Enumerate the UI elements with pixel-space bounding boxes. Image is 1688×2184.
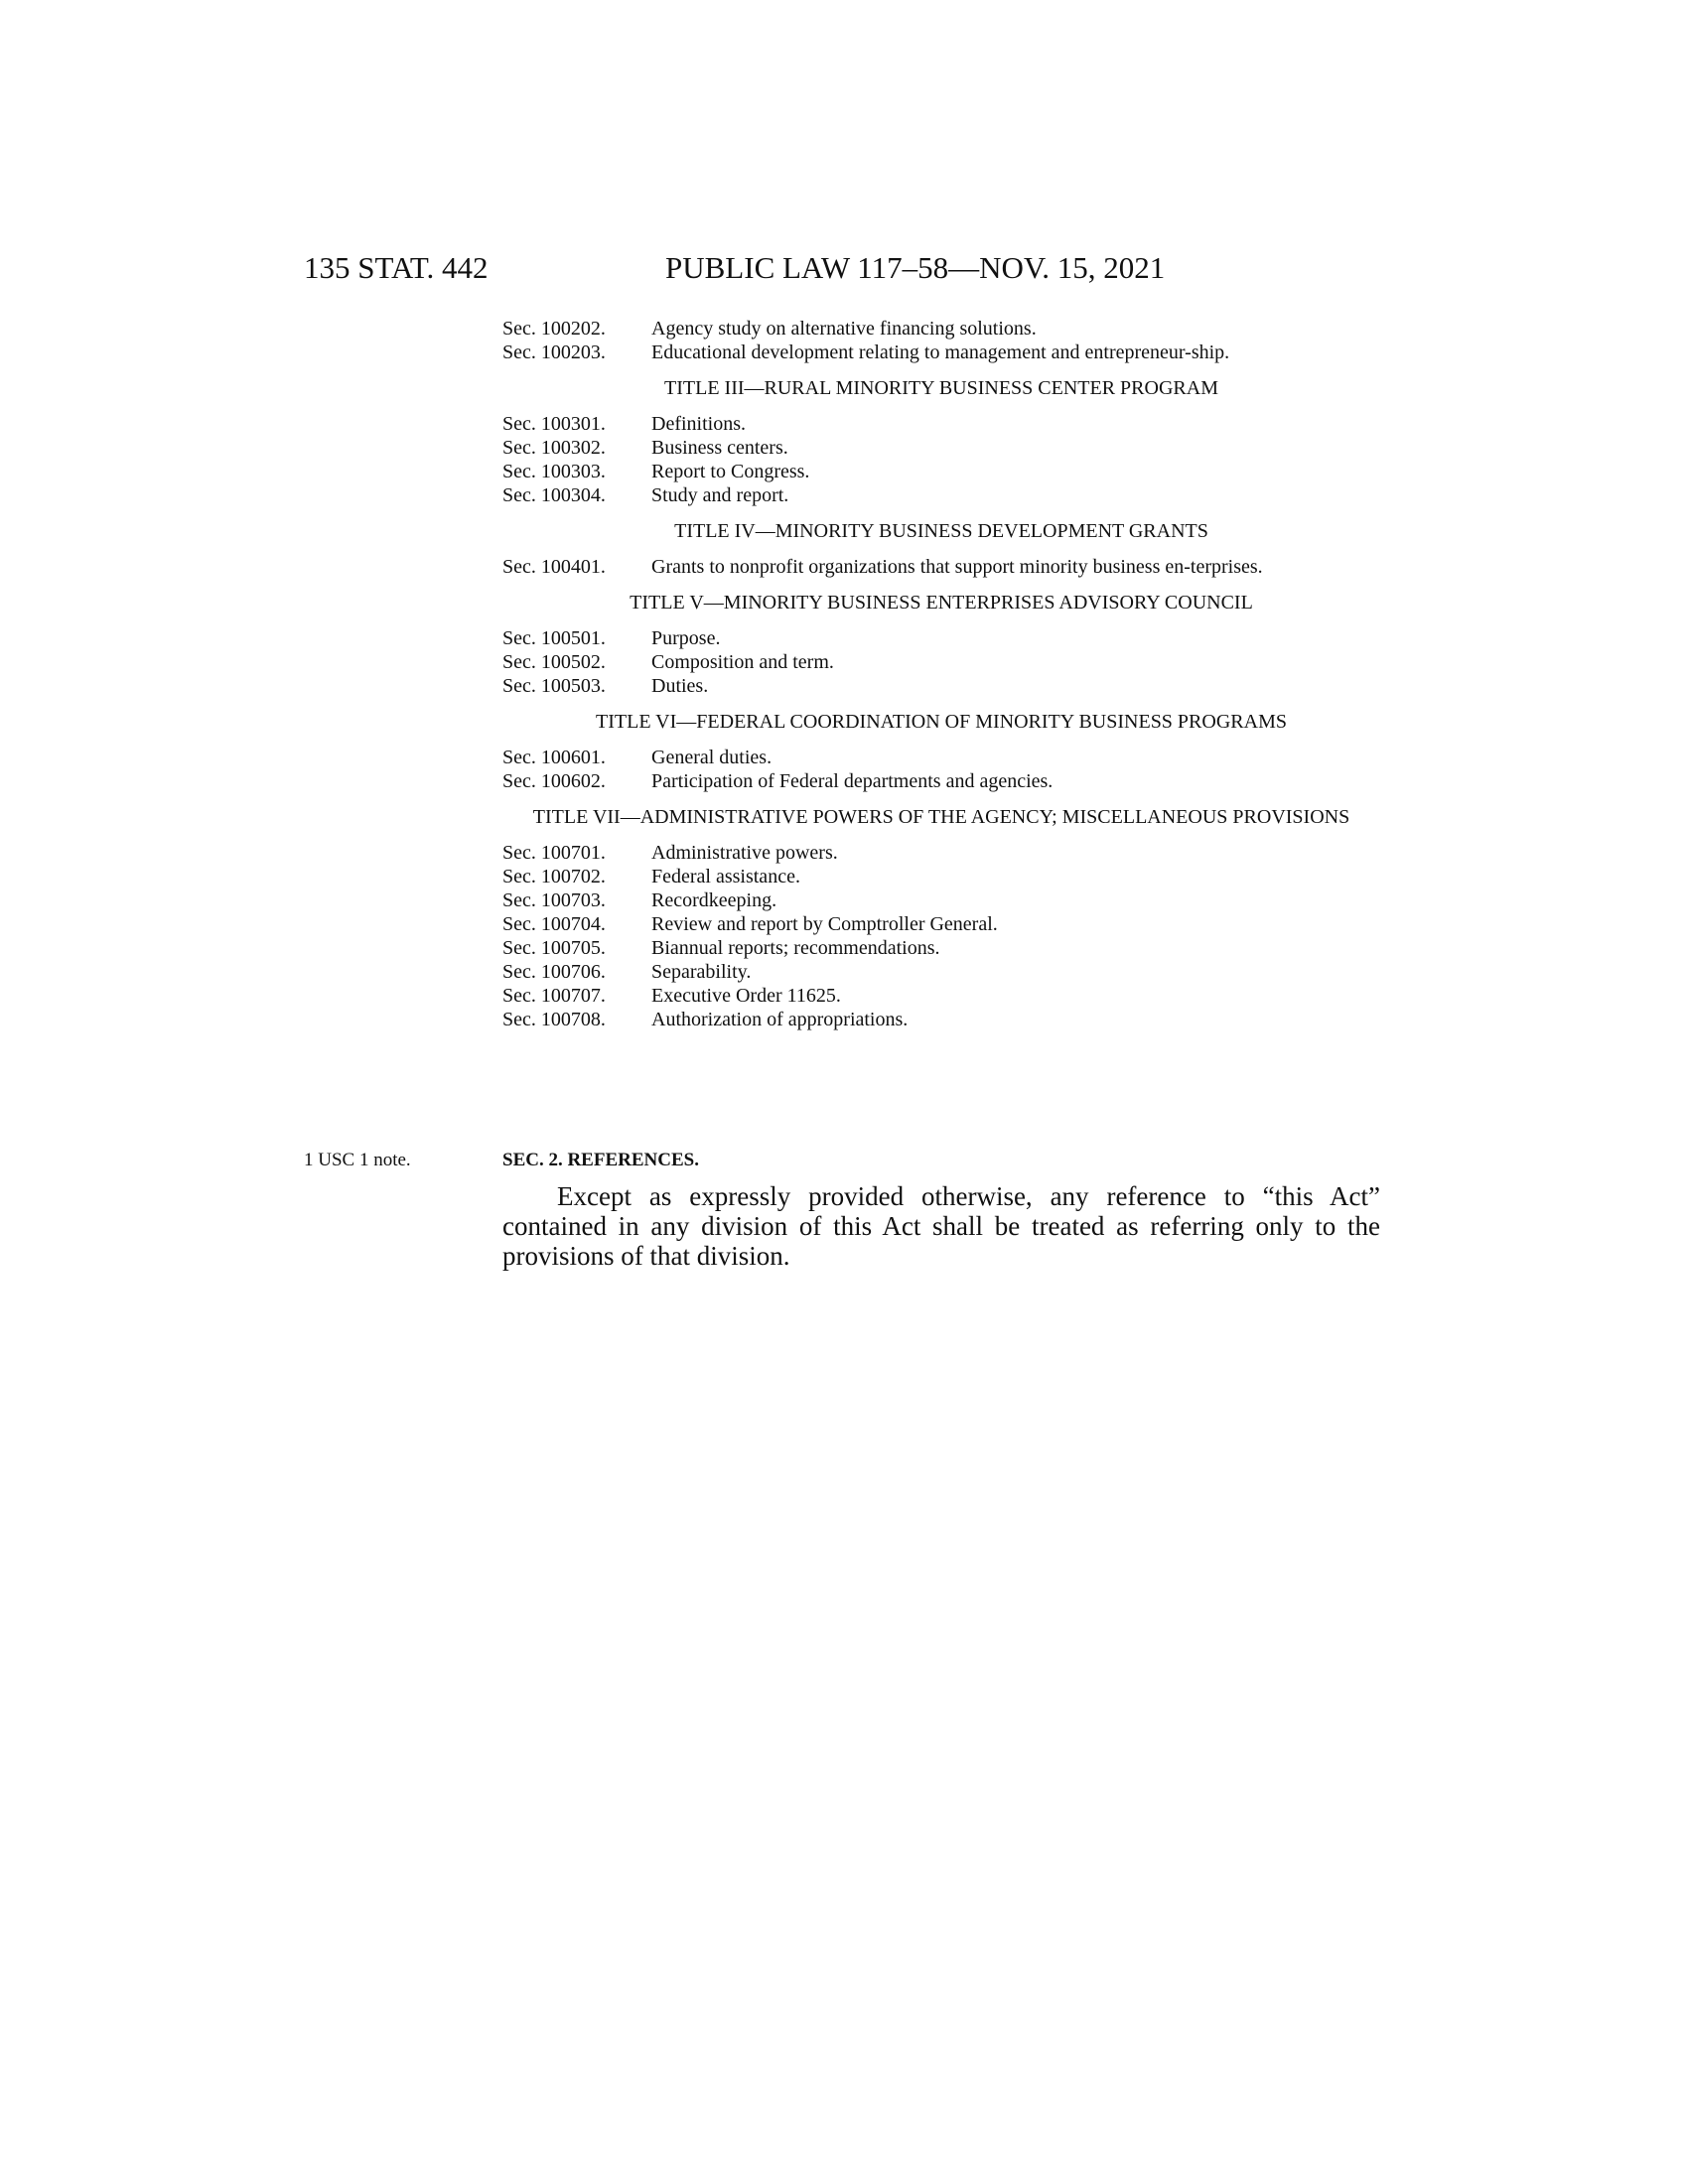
toc-entry — [502, 460, 1380, 483]
section-title: Composition and term. — [651, 651, 834, 673]
section-number: Sec. 100704. — [502, 913, 606, 935]
toc-entry — [502, 650, 1380, 674]
section-body-text: Except as expressly provided otherwise, any reference to “this Act” contained in any division of this Act shall be treated as referring only to the provisions of that division. — [502, 1181, 1380, 1271]
toc-entry — [502, 626, 1380, 650]
section-number: Sec. 100401. — [502, 556, 606, 578]
section-number: Sec. 100702. — [502, 866, 606, 887]
section-number: Sec. 100502. — [502, 651, 606, 673]
section-title: Educational development relating to management and entrepreneur-ship. — [651, 341, 1230, 363]
title-heading: TITLE IV—MINORITY BUSINESS DEVELOPMENT GRANTS — [674, 520, 1208, 542]
margin-note: 1 USC 1 note. — [304, 1150, 411, 1170]
toc-title-v-sections — [502, 626, 1380, 698]
section-number: Sec. 100708. — [502, 1009, 606, 1030]
toc-continued-sections — [502, 317, 1380, 364]
toc-entry — [502, 984, 1380, 1008]
title-heading: TITLE III—RURAL MINORITY BUSINESS CENTER PROGRAM — [664, 377, 1218, 399]
toc-entry — [502, 960, 1380, 984]
toc-entry — [502, 674, 1380, 698]
section-title: Review and report by Comptroller General. — [651, 913, 998, 935]
toc-entry — [502, 769, 1380, 793]
section-title: Grants to nonprofit organizations that support minority business en-terprises. — [651, 556, 1263, 578]
public-law-title: PUBLIC LAW 117–58—NOV. 15, 2021 — [665, 250, 1166, 285]
toc-entry — [502, 936, 1380, 960]
statute-page-reference: 135 STAT. 442 — [304, 250, 489, 285]
toc-title-vi-sections — [502, 746, 1380, 793]
section-number: Sec. 100501. — [502, 627, 606, 649]
toc-title-vii-sections — [502, 841, 1380, 1031]
section-title: Participation of Federal departments and agencies. — [651, 770, 1054, 792]
title-heading: TITLE V—MINORITY BUSINESS ENTERPRISES ADVISORY COUNCIL — [630, 592, 1253, 614]
toc-entry — [502, 912, 1380, 936]
toc-entry — [502, 341, 1380, 364]
toc-entry — [502, 865, 1380, 888]
section-number: Sec. 100705. — [502, 937, 606, 959]
toc-entry — [502, 1008, 1380, 1031]
toc-entry — [502, 317, 1380, 341]
toc-entry — [502, 841, 1380, 865]
section-number: Sec. 100302. — [502, 437, 606, 459]
section-number: Sec. 100503. — [502, 675, 606, 697]
section-number: Sec. 100301. — [502, 413, 606, 435]
section-title: Biannual reports; recommendations. — [651, 937, 940, 959]
section-title: Duties. — [651, 675, 709, 697]
toc-entry — [502, 555, 1380, 579]
section-title: Study and report. — [651, 484, 789, 506]
title-heading: TITLE VII—ADMINISTRATIVE POWERS OF THE AGENCY; MISCELLANEOUS PROVISIONS — [532, 806, 1350, 828]
section-title: Federal assistance. — [651, 866, 800, 887]
section-title: Definitions. — [651, 413, 746, 435]
section-title: Report to Congress. — [651, 461, 810, 482]
section-number: Sec. 100303. — [502, 461, 606, 482]
toc-entry — [502, 436, 1380, 460]
toc-entry — [502, 746, 1380, 769]
section-number: Sec. 100707. — [502, 985, 606, 1007]
section-number: Sec. 100601. — [502, 747, 606, 768]
section-title: General duties. — [651, 747, 773, 768]
running-header — [304, 248, 1376, 288]
title-heading: TITLE VI—FEDERAL COORDINATION OF MINORITY BUSINESS PROGRAMS — [596, 711, 1287, 733]
section-title: Separability. — [651, 961, 752, 983]
section-title: Executive Order 11625. — [651, 985, 841, 1007]
section-number: Sec. 100701. — [502, 842, 606, 864]
toc-title-iii-sections — [502, 412, 1380, 507]
toc-title-iv-sections — [502, 555, 1380, 579]
section-title: Business centers. — [651, 437, 788, 459]
section-title: Recordkeeping. — [651, 889, 777, 911]
section-number: Sec. 100202. — [502, 318, 606, 340]
section-title: Agency study on alternative financing solutions. — [651, 318, 1037, 340]
toc-entry — [502, 888, 1380, 912]
toc-entry — [502, 412, 1380, 436]
section-title: Purpose. — [651, 627, 721, 649]
table-of-contents — [502, 317, 1380, 1031]
section-number: Sec. 100602. — [502, 770, 606, 792]
section-heading: SEC. 2. REFERENCES. — [502, 1150, 699, 1170]
section-title: Administrative powers. — [651, 842, 838, 864]
section-title: Authorization of appropriations. — [651, 1009, 909, 1030]
section-number: Sec. 100703. — [502, 889, 606, 911]
section-number: Sec. 100203. — [502, 341, 606, 363]
section-number: Sec. 100706. — [502, 961, 606, 983]
toc-entry — [502, 483, 1380, 507]
section-number: Sec. 100304. — [502, 484, 606, 506]
